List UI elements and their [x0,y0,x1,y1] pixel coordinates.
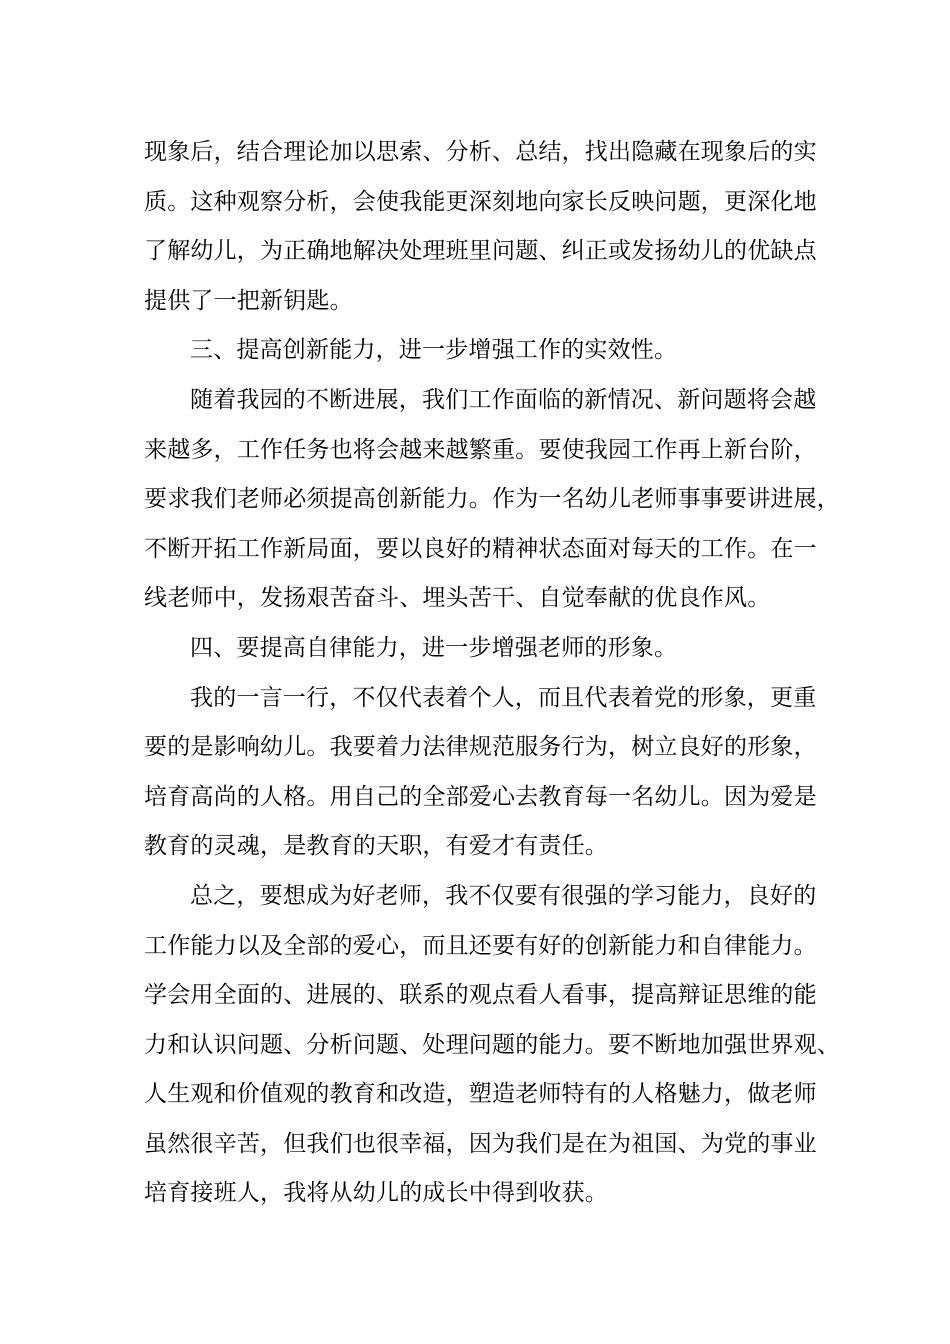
text-line: 三、提高创新能力，进一步增强工作的实效性。 [190,337,678,364]
text-line: 四、要提高自律能力，进一步增强老师的形象。 [190,634,678,661]
text-line: 要的是影响幼儿。我要着力法律规范服务行为，树立良好的形象， [144,734,817,761]
text-line: 人生观和价值观的教育和改造，塑造老师特有的人格魅力，做老师 [144,1081,817,1108]
text-line: 总之，要想成为好老师，我不仅要有很强的学习能力，良好的 [190,882,817,909]
text-line: 培育接班人，我将从幼儿的成长中得到收获。 [144,1180,608,1207]
text-line: 工作能力以及全部的爱心，而且还要有好的创新能力和自律能力。 [144,932,817,959]
text-line: 提供了一把新钥匙。 [144,287,353,314]
text-line: 线老师中，发扬艰苦奋斗、埋头苦干、自觉奉献的优良作风。 [144,585,771,612]
text-line: 要求我们老师必须提高创新能力。作为一名幼儿老师事事要讲进展， [144,486,840,513]
text-line: 我的一言一行，不仅代表着个人，而且代表着党的形象，更重 [190,684,817,711]
text-line: 不断开拓工作新局面，要以良好的精神状态面对每天的工作。在一 [144,535,817,562]
text-line: 随着我园的不断进展，我们工作面临的新情况、新问题将会越 [190,386,817,413]
text-line: 培育高尚的人格。用自己的全部爱心去教育每一名幼儿。因为爱是 [144,783,817,810]
body-text [144,128,840,1219]
text-line: 力和认识问题、分析问题、处理问题的能力。要不断地加强世界观、 [144,1031,840,1058]
text-line: 来越多，工作任务也将会越来越繁重。要使我园工作再上新台阶， [144,436,817,463]
text-line: 虽然很辛苦，但我们也很幸福，因为我们是在为祖国、为党的事业 [144,1130,817,1157]
text-line: 教育的灵魂，是教育的天职，有爱才有责任。 [144,833,608,860]
text-line: 学会用全面的、进展的、联系的观点看人看事，提高辩证思维的能 [144,982,817,1009]
text-line: 现象后，结合理论加以思索、分析、总结，找出隐藏在现象后的实 [144,139,817,165]
text-line: 质。这种观察分析，会使我能更深刻地向家长反映问题，更深化地 [144,188,817,215]
text-line: 了解幼儿，为正确地解决处理班里问题、纠正或发扬幼儿的优缺点 [144,238,817,265]
